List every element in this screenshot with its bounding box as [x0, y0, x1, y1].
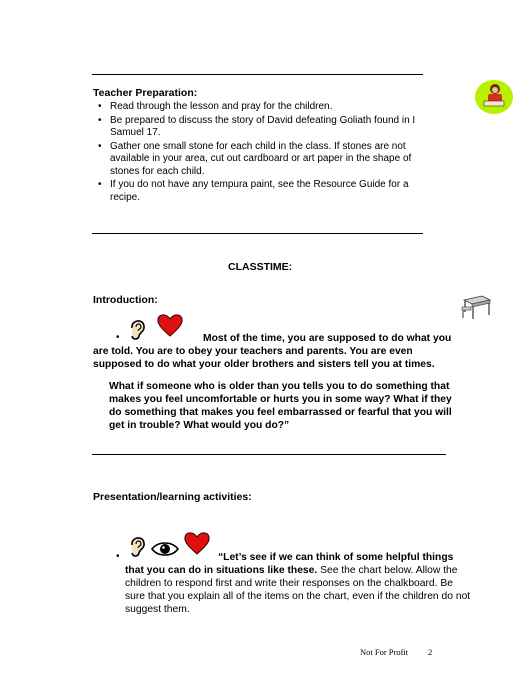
divider-top: [92, 74, 423, 75]
list-item: • Be prepared to discuss the story of David defeating Goliath found in I Samuel 17.: [110, 115, 428, 140]
ear-icon: [125, 316, 149, 342]
presentation-heading: Presentation/learning activities:: [93, 491, 252, 503]
presentation-line-1: [218, 551, 453, 564]
presentation-bold-1: “Let’s see if we can think of some helpful things: [218, 552, 454, 563]
eye-icon: [150, 540, 180, 558]
intro-paragraph: are told. You are to obey your teachers and parents. You are even supposed to do what your older brothers and sisters tell you at times.: [93, 346, 435, 370]
page-number: 2: [428, 647, 433, 657]
presentation-paragraph: [125, 564, 475, 616]
presentation-bold-2: that you can do in situations like these.: [125, 565, 318, 576]
list-item: • Gather one small stone for each child in the class. If stones are not available in your area, cut out cardboard or art paper in the shape of stones for each child.: [110, 141, 428, 179]
ear-icon: [125, 533, 149, 559]
reading-child-icon: [474, 79, 514, 115]
list-item: • Read through the lesson and pray for the children.: [110, 101, 428, 114]
list-item: • If you do not have any tempura paint, see the Resource Guide for a recipe.: [110, 179, 428, 204]
teacher-prep-list: [110, 101, 428, 205]
introduction-heading: Introduction:: [93, 294, 158, 306]
desk-icon: [460, 290, 494, 322]
divider-middle: [92, 233, 423, 234]
teacher-prep-heading: Teacher Preparation:: [93, 87, 198, 99]
presentation-rest: See the chart below. Allow the children to respond first and write their responses on the chalkboard. Be sure that you explain all of the items on the chart, even if the children do not suggest them.: [125, 565, 471, 615]
intro-question: What if someone who is older than you tells you to do something that makes you feel uncomfortable or hurts you in some way? What if they do something that makes you feel embarrassed or fearful that you will get in trouble? What would you do?”: [109, 381, 452, 431]
divider-bottom: [92, 454, 446, 455]
classtime-heading: CLASSTIME:: [228, 261, 293, 273]
footer-label: Not For Profit: [360, 647, 409, 657]
heart-icon: [156, 312, 184, 338]
intro-line-1: Most of the time, you are supposed to do what you: [203, 333, 452, 344]
heart-icon: [183, 530, 211, 556]
